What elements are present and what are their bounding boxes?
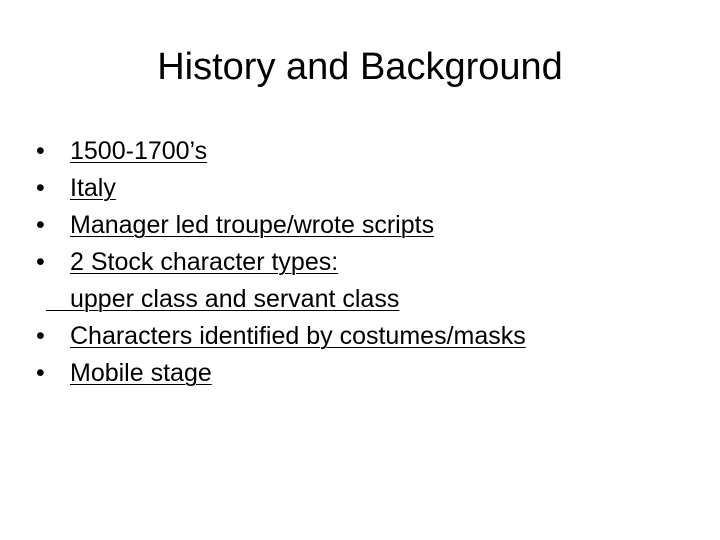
bullet-marker: •	[36, 137, 45, 165]
slide-title: History and Background	[157, 46, 563, 88]
bullet-item	[36, 133, 696, 170]
bullet-item	[36, 355, 696, 392]
bullet-text: Italy	[70, 174, 116, 202]
bullet-marker: •	[36, 211, 45, 239]
bullet-item	[36, 318, 696, 355]
bullet-marker: •	[36, 248, 45, 276]
bullet-text: Manager led troupe/wrote scripts	[70, 211, 435, 239]
bullet-marker: •	[36, 322, 45, 350]
bullet-text: Mobile stage	[70, 359, 212, 387]
bullet-marker: •	[36, 174, 45, 202]
bullet-item	[36, 170, 696, 207]
bullet-item	[36, 244, 696, 281]
bullet-item	[36, 207, 696, 244]
bullet-continuation	[36, 281, 696, 318]
bullet-list	[36, 133, 696, 392]
bullet-text: Characters identified by costumes/masks	[70, 322, 526, 350]
bullet-marker: •	[36, 359, 45, 387]
continuation-underline-lead	[46, 281, 70, 318]
bullet-text: 1500-1700’s	[70, 137, 208, 165]
bullet-continuation-text: upper class and servant class	[70, 285, 400, 313]
bullet-text: 2 Stock character types:	[70, 248, 339, 276]
